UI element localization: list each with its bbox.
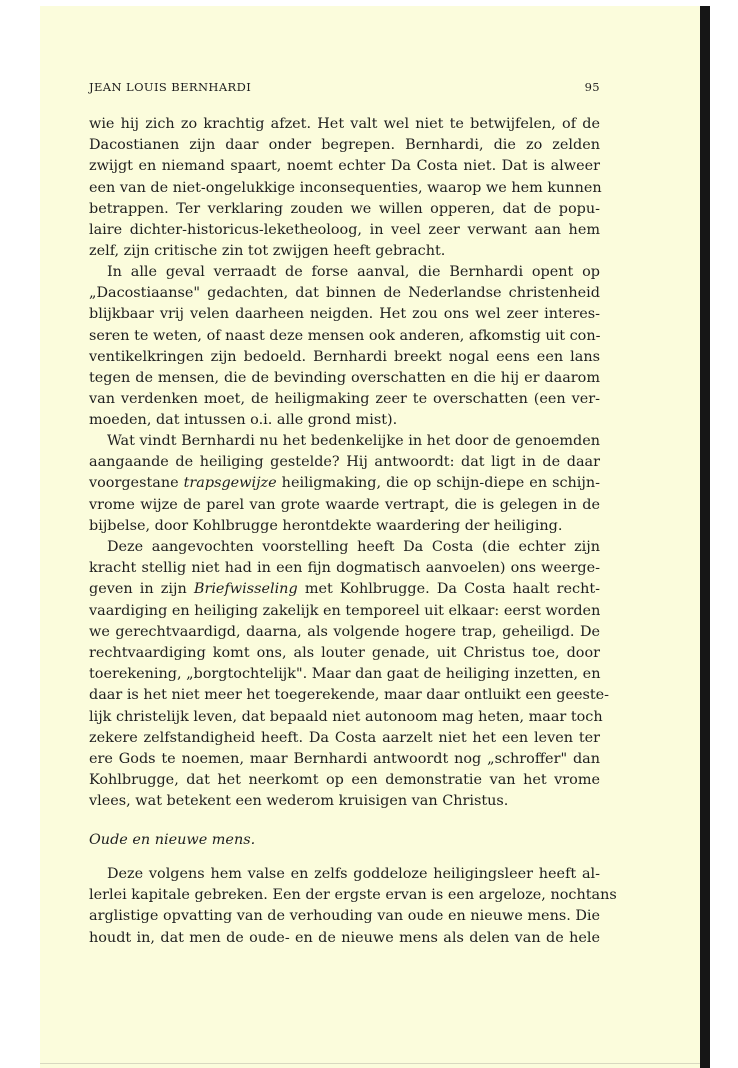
paragraph-1 (89, 114, 600, 262)
running-title: JEAN LOUIS BERNHARDI (89, 80, 252, 94)
text-line: seren te weten, of naast deze mensen ook anderen, afkomstig uit con- (89, 327, 601, 344)
text-line: geven in zijn Briefwisseling met Kohlbrugge. Da Costa haalt recht- (89, 581, 600, 598)
paragraph-4 (89, 537, 610, 813)
text-line: ere Gods te noemen, maar Bernhardi antwoordt nog „schroffer" dan (89, 751, 600, 768)
text-line: zwijgt en niemand spaart, noemt echter Da Costa niet. Dat is alweer (89, 158, 600, 175)
scan-bottom-edge (40, 1063, 700, 1064)
paragraph-5 (89, 864, 617, 949)
text-line: moeden, dat intussen o.i. alle grond mist). (89, 412, 398, 429)
text-line: In alle geval verraadt de forse aanval, die Bernhardi opent op (107, 264, 600, 280)
text-line: tegen de mensen, die de bevinding overschatten en die hij er daarom (89, 370, 600, 387)
text-line: aangaande de heiliging gestelde? Hij antwoordt: dat ligt in de daar (89, 454, 600, 471)
text-line: voorgestane trapsgewijze heiligmaking, die op schijn-diepe en schijn- (89, 475, 601, 492)
text-line: daar is het niet meer het toegerekende, maar daar ontluikt een geeste- (89, 687, 610, 704)
text-line: een van de niet-ongelukkige inconsequenties, waarop we hem kunnen (89, 179, 602, 196)
text-line: arglistige opvatting van de verhouding van oude en nieuwe mens. Die (89, 908, 601, 925)
text-line: vaardiging en heiliging zakelijk en temporeel uit elkaar: eerst worden (89, 602, 601, 619)
text-line: laire dichter-historicus-leketheoloog, in veel zeer verwant aan hem (89, 222, 600, 239)
text-line: vlees, wat betekent een wederom kruisigen van Christus. (89, 793, 509, 810)
running-header (89, 80, 600, 96)
text-line: van verdenken moet, de heiligmaking zeer te overschatten (een ver- (89, 391, 600, 408)
text-line: wie hij zich zo krachtig afzet. Het valt wel niet te betwijfelen, of de (89, 116, 600, 132)
text-line: Deze volgens hem valse en zelfs goddeloze heiligingsleer heeft al- (107, 866, 600, 882)
text-line: houdt in, dat men de oude- en de nieuwe mens als delen van de hele (89, 929, 600, 946)
paragraph-2 (89, 262, 600, 432)
section-heading: Oude en nieuwe mens. (89, 832, 256, 848)
text-line: Dacostianen zijn daar onder begrepen. Bernhardi, die zo zelden (89, 137, 600, 154)
text-line: kracht stellig niet had in een fijn dogmatisch aanvoelen) ons weerge- (89, 560, 600, 577)
text-line: toerekening, „borgtochtelijk". Maar dan gaat de heiliging inzetten, en (89, 666, 601, 683)
text-line: Deze aangevochten voorstelling heeft Da Costa (die echter zijn (107, 539, 600, 555)
text-line: we gerechtvaardigd, daarna, als volgende hogere trap, geheiligd. De (89, 623, 600, 640)
text-line: Kohlbrugge, dat het neerkomt op een demonstratie van het vrome (89, 772, 600, 789)
paragraph-3 (89, 431, 600, 537)
text-line: bijbelse, door Kohlbrugge herontdekte waardering der heiliging. (89, 517, 563, 534)
text-line: vrome wijze de parel van grote waarde vertrapt, die is gelegen in de (89, 496, 600, 513)
text-line: ventikelkringen zijn bedoeld. Bernhardi breekt nogal eens een lans (89, 348, 600, 365)
text-line: lijk christelijk leven, dat bepaald niet autonoom mag heten, maar toch (89, 708, 603, 725)
text-line: rechtvaardiging komt ons, als louter genade, uit Christus toe, door (89, 645, 600, 662)
text-line: betrappen. Ter verklaring zouden we willen opperen, dat de popu- (89, 200, 600, 217)
page-number: 95 (584, 80, 600, 94)
text-line: zelf, zijn critische zin tot zwijgen heeft gebracht. (89, 243, 446, 260)
text-line: lerlei kapitale gebreken. Een der ergste ervan is een argeloze, nochtans (89, 887, 617, 904)
text-line: „Dacostiaanse" gedachten, dat binnen de Nederlandse christenheid (89, 285, 600, 302)
text-line: blijkbaar vrij velen daarheen neigden. Het zou ons wel zeer interes- (89, 306, 600, 323)
text-line: Wat vindt Bernhardi nu het bedenkelijke in het door de genoemden (107, 433, 600, 449)
scan-edge (700, 6, 710, 1068)
text-line: zekere zelfstandigheid heeft. Da Costa aarzelt niet het een leven ter (89, 729, 600, 746)
